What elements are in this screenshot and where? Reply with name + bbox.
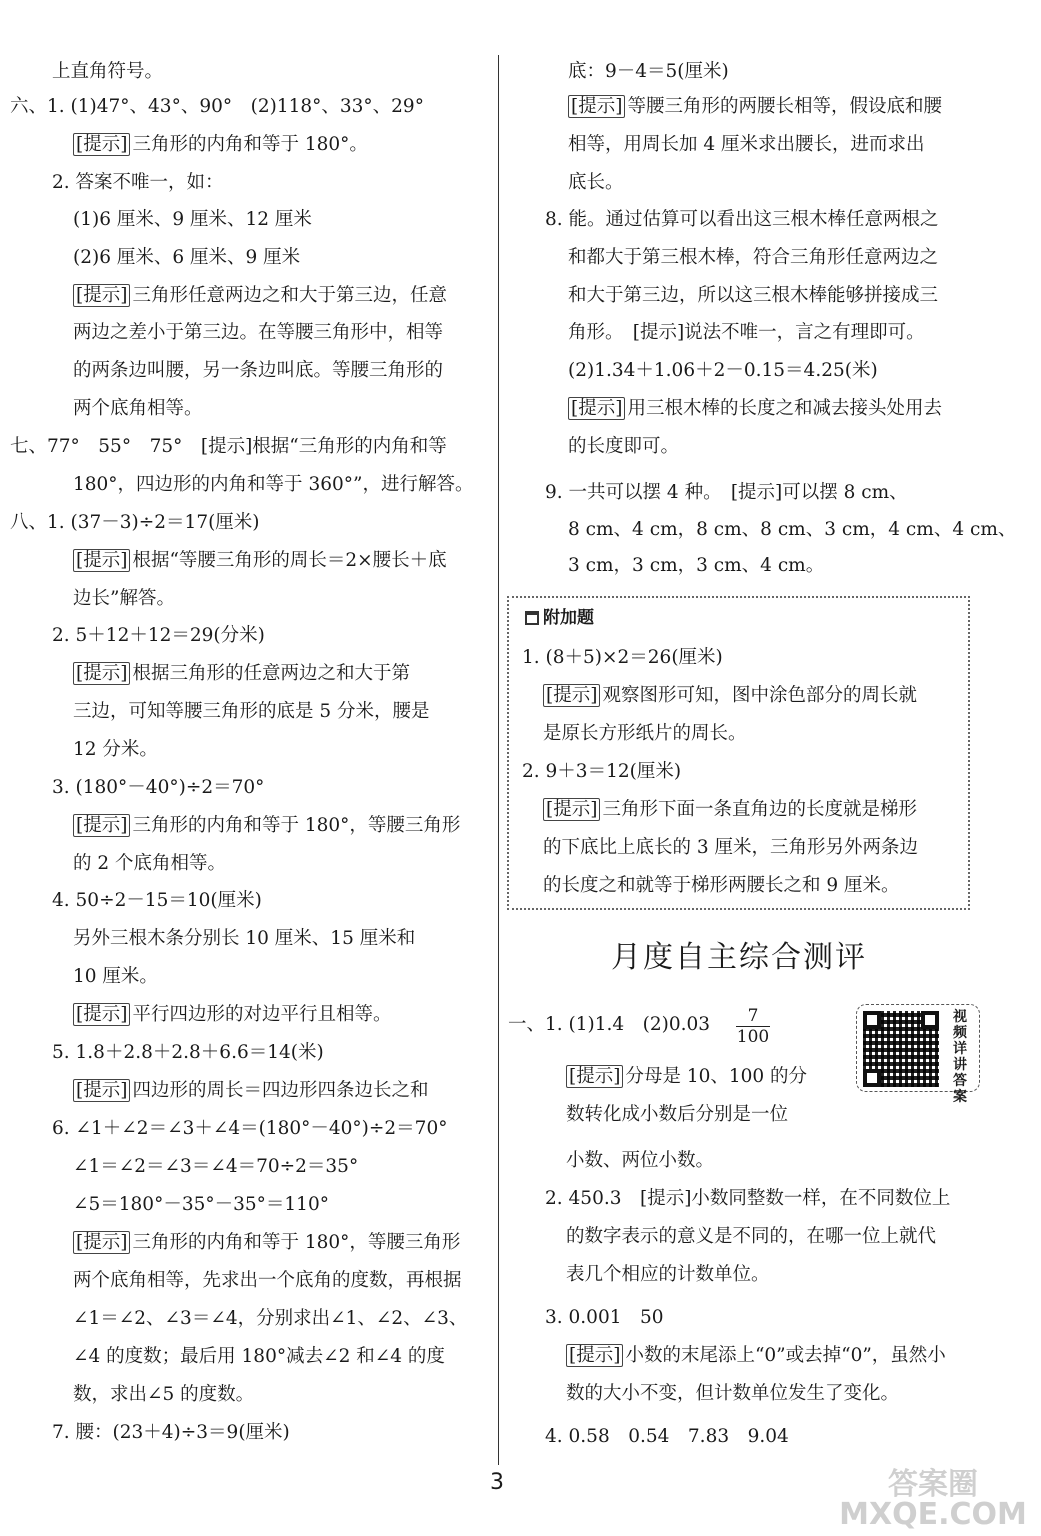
line-text: (2)6 厘米、6 厘米、9 厘米	[73, 247, 301, 268]
text-line	[52, 57, 163, 87]
line-text: 根据“等腰三角形的周长＝2×腰长＋底	[132, 550, 447, 571]
qr-label: 视频详讲答案	[953, 1009, 967, 1105]
text-line	[52, 621, 265, 651]
text-line	[568, 57, 729, 87]
line-text: (1)6 厘米、9 厘米、12 厘米	[73, 209, 312, 230]
line-text: 八、1. (37－3)÷2＝17(厘米)	[10, 512, 260, 533]
line-text: ∠5＝180°－35°－35°＝110°	[73, 1194, 329, 1215]
line-text: 两个底角相等，先求出一个底角的度数，再根据	[73, 1270, 462, 1291]
text-line	[73, 1076, 428, 1106]
text-line	[73, 130, 368, 160]
line-text: 5. 1.8＋2.8＋2.8＋6.6＝14(米)	[52, 1042, 324, 1063]
text-line	[568, 92, 942, 122]
text-line	[52, 168, 224, 198]
line-text: 2. 5＋12＋12＝29(分米)	[52, 625, 265, 646]
text-line	[568, 281, 938, 311]
text-line	[568, 130, 925, 160]
line-text: 的长度之和就等于梯形两腰长之和 9 厘米。	[543, 875, 900, 896]
text-line	[568, 243, 938, 273]
line-text: 和大于第三边，所以这三根木棒能够拼接成三	[568, 285, 939, 306]
text-line	[73, 811, 460, 841]
text-line	[566, 1062, 807, 1092]
watermark: 答案圈 MXQE.COM	[839, 1467, 1027, 1532]
text-line	[545, 205, 939, 235]
text-line	[568, 168, 624, 198]
text-line	[568, 432, 679, 462]
line-text: 1. (8＋5)×2＝26(厘米)	[522, 647, 723, 668]
text-line	[522, 757, 681, 787]
line-text: 的 2 个底角相等。	[73, 853, 227, 874]
page-number: 3	[490, 1470, 504, 1495]
hint-label: [提示]	[73, 1003, 130, 1026]
text-line	[73, 1000, 391, 1030]
line-text: ∠1＝∠2、∠3＝∠4，分别求出∠1、∠2、∠3、	[73, 1308, 468, 1329]
text-line	[566, 1222, 936, 1252]
text-line	[73, 356, 443, 386]
text-line	[566, 1379, 899, 1409]
line-text: 的长度即可。	[568, 436, 680, 457]
bonus-title-text: 附加题	[543, 608, 594, 628]
fraction-numerator: 7	[747, 1006, 759, 1026]
line-text: 小数的末尾添上“0”或去掉“0”，虽然小	[625, 1345, 946, 1366]
text-line	[568, 318, 925, 348]
line-text: 180°，四边形的内角和等于 360°”，进行解答。	[73, 474, 474, 495]
line-text: 三角形的内角和等于 180°，等腰三角形	[132, 815, 461, 836]
line-text: 边长”解答。	[73, 588, 175, 609]
line-text: 两个底角相等。	[73, 398, 203, 419]
text-line	[73, 735, 158, 765]
line-text: 表几个相应的计数单位。	[566, 1264, 770, 1285]
hint-label: [提示]	[566, 1344, 623, 1367]
text-line	[73, 1152, 358, 1182]
text-line	[508, 1010, 710, 1040]
text-line	[566, 1341, 946, 1371]
hint-label: [提示]	[73, 1231, 130, 1254]
line-text: 8. 能。通过估算可以看出这三根木棒任意两根之	[545, 209, 939, 230]
line-text: 观察图形可知，图中涂色部分的周长就	[602, 685, 917, 706]
hint-label: [提示]	[568, 397, 625, 420]
bonus-title	[525, 603, 594, 633]
text-line	[566, 1260, 770, 1290]
line-text: 的两条边叫腰，另一条边叫底。等腰三角形的	[73, 360, 444, 381]
line-text: 四边形的周长＝四边形四条边长之和	[132, 1080, 429, 1101]
text-line	[52, 1114, 447, 1144]
text-line	[52, 1038, 324, 1068]
line-text: 底：9－4＝5(厘米)	[568, 61, 729, 82]
hint-label: [提示]	[73, 549, 130, 572]
text-line	[73, 849, 226, 879]
text-line	[545, 1184, 950, 1214]
text-line	[73, 1266, 462, 1296]
line-text: 和都大于第三根木棒，符合三角形任意两边之	[568, 247, 939, 268]
text-line	[73, 318, 443, 348]
text-line	[566, 1146, 714, 1176]
text-line	[73, 470, 473, 500]
text-line	[545, 1422, 789, 1452]
line-text: 角形。 [提示]说法不唯一，言之有理即可。	[568, 322, 925, 343]
line-text: 上直角符号。	[52, 61, 164, 82]
qr-finder	[921, 1011, 939, 1029]
text-line	[10, 92, 424, 122]
line-text: 等腰三角形的两腰长相等，假设底和腰	[627, 96, 942, 117]
text-line	[73, 962, 158, 992]
text-line	[545, 478, 908, 508]
section-title: 月度自主综合测评	[611, 940, 867, 975]
hint-label: [提示]	[543, 684, 600, 707]
hint-label: [提示]	[73, 284, 130, 307]
text-line	[73, 243, 300, 273]
text-line	[522, 643, 723, 673]
text-line	[73, 584, 175, 614]
text-line	[10, 432, 447, 462]
line-text: 相等，用周长加 4 厘米求出腰长，进而求出	[568, 134, 925, 155]
line-text: 4. 50÷2－15＝10(厘米)	[52, 890, 262, 911]
line-text: 12 分米。	[73, 739, 158, 760]
line-text: 8 cm、4 cm，8 cm、8 cm、3 cm，4 cm、4 cm、	[568, 519, 1017, 540]
line-text: 2. 答案不唯一，如：	[52, 172, 224, 193]
line-text: ∠4 的度数；最后用 180°减去∠2 和∠4 的度	[73, 1346, 445, 1367]
text-line	[568, 551, 824, 581]
hint-label: [提示]	[73, 814, 130, 837]
hint-label: [提示]	[568, 95, 625, 118]
hint-label: [提示]	[73, 133, 130, 156]
line-text: 底长。	[568, 172, 624, 193]
line-text: 三边，可知等腰三角形的底是 5 分米，腰是	[73, 701, 430, 722]
line-text: 一、1. (1)1.4 (2)0.03	[508, 1014, 711, 1035]
line-text: 2. 9＋3＝12(厘米)	[522, 761, 682, 782]
line-text: 10 厘米。	[73, 966, 158, 987]
fraction-denominator: 100	[736, 1027, 770, 1047]
line-text: 平行四边形的对边平行且相等。	[132, 1004, 392, 1025]
line-text: 数的大小不变，但计数单位发生了变化。	[566, 1383, 900, 1404]
line-text: 数转化成小数后分别是一位	[566, 1104, 789, 1125]
hint-label: [提示]	[73, 662, 130, 685]
line-text: 的下底比上底长的 3 厘米，三角形另外两条边	[543, 837, 919, 858]
text-line	[73, 1304, 467, 1334]
hint-label: [提示]	[543, 798, 600, 821]
line-text: 根据三角形的任意两边之和大于第	[132, 663, 410, 684]
line-text: 六、1. (1)47°、43°、90° (2)118°、33°、29°	[10, 96, 424, 117]
text-line	[543, 795, 917, 825]
line-text: 三角形的内角和等于 180°，等腰三角形	[132, 1232, 461, 1253]
line-text: 小数、两位小数。	[566, 1150, 715, 1171]
text-line	[73, 1190, 329, 1220]
text-line	[52, 773, 264, 803]
hint-label: [提示]	[73, 1079, 130, 1102]
text-line	[566, 1100, 788, 1130]
line-text: 3 cm，3 cm，3 cm、4 cm。	[568, 555, 825, 576]
text-line	[73, 281, 447, 311]
line-text: 7. 腰：(23＋4)÷3＝9(厘米)	[52, 1422, 290, 1443]
line-text: 数，求出∠5 的度数。	[73, 1384, 255, 1405]
fraction	[736, 1006, 770, 1047]
text-line	[73, 1228, 460, 1258]
text-line	[73, 924, 415, 954]
line-text: 七、77° 55° 75° [提示]根据“三角形的内角和等	[10, 436, 447, 457]
text-line	[73, 205, 312, 235]
line-text: 3. (180°－40°)÷2＝70°	[52, 777, 265, 798]
line-text: 9. 一共可以摆 4 种。 [提示]可以摆 8 cm、	[545, 482, 908, 503]
line-text: 三角形的内角和等于 180°。	[132, 134, 368, 155]
text-line	[543, 719, 747, 749]
line-text: 2. 450.3 [提示]小数同整数一样，在不同数位上	[545, 1188, 951, 1209]
text-line	[543, 681, 917, 711]
line-text: 三角形下面一条直角边的长度就是梯形	[602, 799, 917, 820]
text-line	[568, 356, 878, 386]
line-text: 两边之差小于第三边。在等腰三角形中，相等	[73, 322, 444, 343]
text-line	[568, 515, 1016, 545]
text-line	[52, 1418, 290, 1448]
line-text: (2)1.34＋1.06＋2－0.15＝4.25(米)	[568, 360, 878, 381]
text-line	[73, 1380, 254, 1410]
hint-label: [提示]	[566, 1065, 623, 1088]
text-line	[543, 833, 918, 863]
line-text: 用三根木棒的长度之和减去接头处用去	[627, 398, 942, 419]
line-text: 分母是 10、100 的分	[625, 1066, 808, 1087]
line-text: 的数字表示的意义是不同的，在哪一位上就代	[566, 1226, 937, 1247]
column-divider	[498, 55, 499, 1465]
line-text: 三角形任意两边之和大于第三边，任意	[132, 285, 447, 306]
line-text: 4. 0.58 0.54 7.83 9.04	[545, 1426, 789, 1447]
line-text: ∠1＝∠2＝∠3＝∠4＝70÷2＝35°	[73, 1156, 359, 1177]
text-line	[568, 394, 942, 424]
qr-code-image[interactable]	[863, 1011, 939, 1087]
line-text: 是原长方形纸片的周长。	[543, 723, 747, 744]
text-line	[543, 871, 900, 901]
text-line	[73, 394, 203, 424]
line-text: 3. 0.001 50	[545, 1307, 664, 1328]
text-line	[73, 1342, 445, 1372]
text-line	[73, 546, 447, 576]
text-line	[52, 886, 262, 916]
text-line	[545, 1303, 664, 1333]
qr-finder	[863, 1011, 881, 1029]
text-line	[10, 508, 260, 538]
qr-code-box[interactable]	[856, 1004, 980, 1105]
line-text: 另外三根木条分别长 10 厘米、15 厘米和	[73, 928, 416, 949]
book-icon	[525, 611, 539, 625]
text-line	[73, 659, 410, 689]
text-line	[73, 697, 430, 727]
qr-finder	[863, 1069, 881, 1087]
line-text: 6. ∠1＋∠2＝∠3＋∠4＝(180°－40°)÷2＝70°	[52, 1118, 448, 1139]
